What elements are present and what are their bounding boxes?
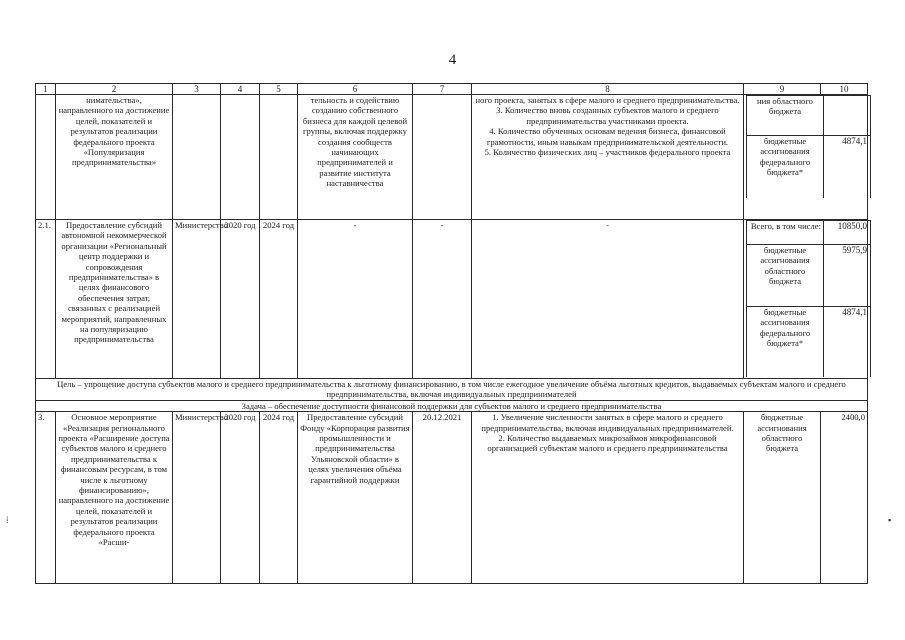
row-2-1-indicators: - [472, 220, 744, 379]
row-3-name: Основное мероприятие «Реализация регионального проекта «Расширение доступа субъектов малого и среднего предпринимательства к финансовым ресурсам, в том числе к льготному финансированию», направленного на достижение целей, показателей и результатов реализации федерального проекта «Расши- [56, 412, 173, 584]
row-2-1-activity: - [298, 220, 413, 379]
page-number: 4 [448, 52, 457, 68]
col-2-header: 2 [56, 84, 173, 95]
row-3-number: 3. [36, 412, 56, 584]
col-6-header: 6 [298, 84, 413, 95]
table-row-3 [36, 412, 868, 584]
right-margin-mark: ▪ [888, 515, 892, 525]
left-margin-mark: ⁞ [6, 515, 9, 525]
row-2-1-funding [744, 220, 868, 379]
table-row-2-1 [36, 220, 868, 379]
row-3-date: 20.12.2021 [413, 412, 472, 584]
row-2-1-exec: Министерство [173, 220, 221, 379]
col-3-header: 3 [173, 84, 221, 95]
row-cont-date [413, 95, 472, 220]
goal-text: Цель – упрощение доступа субъектов малого и среднего предпринимательства к льготному финансированию, в том числе ежегодное увеличение объёма льготных кредитов, выдаваемых субъектам малого и среднего предпринимательства, включая индивидуальных предпринимателей [36, 379, 868, 401]
program-table [35, 83, 868, 584]
row-2-1-value-1: 5975,9 [824, 245, 871, 307]
column-number-row [36, 84, 868, 95]
row-3-activity: Предоставление субсидий Фонду «Корпорация развития промышленности и предпринимательства Ульяновской области» в целях увеличения объёма гарантийной поддержки [298, 412, 413, 584]
row-2-1-source-2: бюджетные ассигнования федерального бюджета* [747, 307, 824, 377]
row-cont-start [221, 95, 260, 220]
row-2-1-date: - [413, 220, 472, 379]
task-row [36, 400, 868, 411]
row-cont-activity: тельность и содействию созданию собственного бизнеса для каждой целевой группы, включая поддержку создания сообществ начинающих предпринимателей и развитие института наставничества [298, 95, 413, 220]
row-2-1-source-total: Всего, в том числе: [747, 221, 824, 245]
row-cont-end [260, 95, 298, 220]
col-10-header: 10 [821, 84, 868, 95]
row-3-start: 2020 год [221, 412, 260, 584]
table-row-continuation [36, 95, 868, 220]
row-cont-source-1: ния областного бюджета [747, 96, 824, 136]
col-4-header: 4 [221, 84, 260, 95]
row-cont-value-1 [824, 96, 871, 136]
row-cont-name: нимательства», направленного на достижение целей, показателей и результатов реализации федерального проекта «Популяризация предпринимательства» [56, 95, 173, 220]
row-3-source: бюджетные ассигнования областного бюджета [744, 412, 821, 584]
row-2-1-source-1: бюджетные ассигнования областного бюджета [747, 245, 824, 307]
col-8-header: 8 [472, 84, 744, 95]
col-7-header: 7 [413, 84, 472, 95]
row-3-end: 2024 год [260, 412, 298, 584]
row-cont-funding [744, 95, 868, 220]
col-1-header: 1 [36, 84, 56, 95]
row-cont-exec [173, 95, 221, 220]
row-cont-source-2: бюджетные ассигнования федерального бюджета* [747, 136, 824, 198]
col-5-header: 5 [260, 84, 298, 95]
row-3-exec: Министерство [173, 412, 221, 584]
row-3-value: 2400,0 [821, 412, 868, 584]
row-2-1-end: 2024 год [260, 220, 298, 379]
col-9-header: 9 [744, 84, 821, 95]
row-cont-number [36, 95, 56, 220]
goal-row [36, 379, 868, 401]
row-3-indicators: 1. Увеличение численности занятых в сфере малого и среднего предпринимательства, включая индивидуальных предпринимателей. 2. Количество выдаваемых микрозаймов микрофинансовой организацией субъектам малого и среднего предпринимательства [472, 412, 744, 584]
row-cont-value-2: 4874,1 [824, 136, 871, 198]
row-2-1-value-2: 4874,1 [824, 307, 871, 377]
row-2-1-number: 2.1. [36, 220, 56, 379]
row-2-1-start: 2020 год [221, 220, 260, 379]
row-cont-indicators: ного проекта, занятых в сфере малого и среднего предпринимательства. 3. Количество вновь созданных субъектов малого и среднего предпринимательства участниками проекта. 4. Количество обученных основам ведения бизнеса, финансовой грамотности, иным навыкам предпринимательской деятельности. 5. Количество физических лиц – участников федерального проекта [472, 95, 744, 220]
row-2-1-name: Предоставление субсидий автономной некоммерческой организации «Региональный центр поддержки и сопровождения предпринимательства» в целях финансового обеспечения затрат, связанных с реализацией мероприятий, направленных на популяризацию предпринимательства [56, 220, 173, 379]
row-2-1-value-total: 10850,0 [824, 221, 871, 245]
task-text: Задача – обеспечение доступности финансовой поддержки для субъектов малого и среднего предпринимательства [36, 400, 868, 411]
